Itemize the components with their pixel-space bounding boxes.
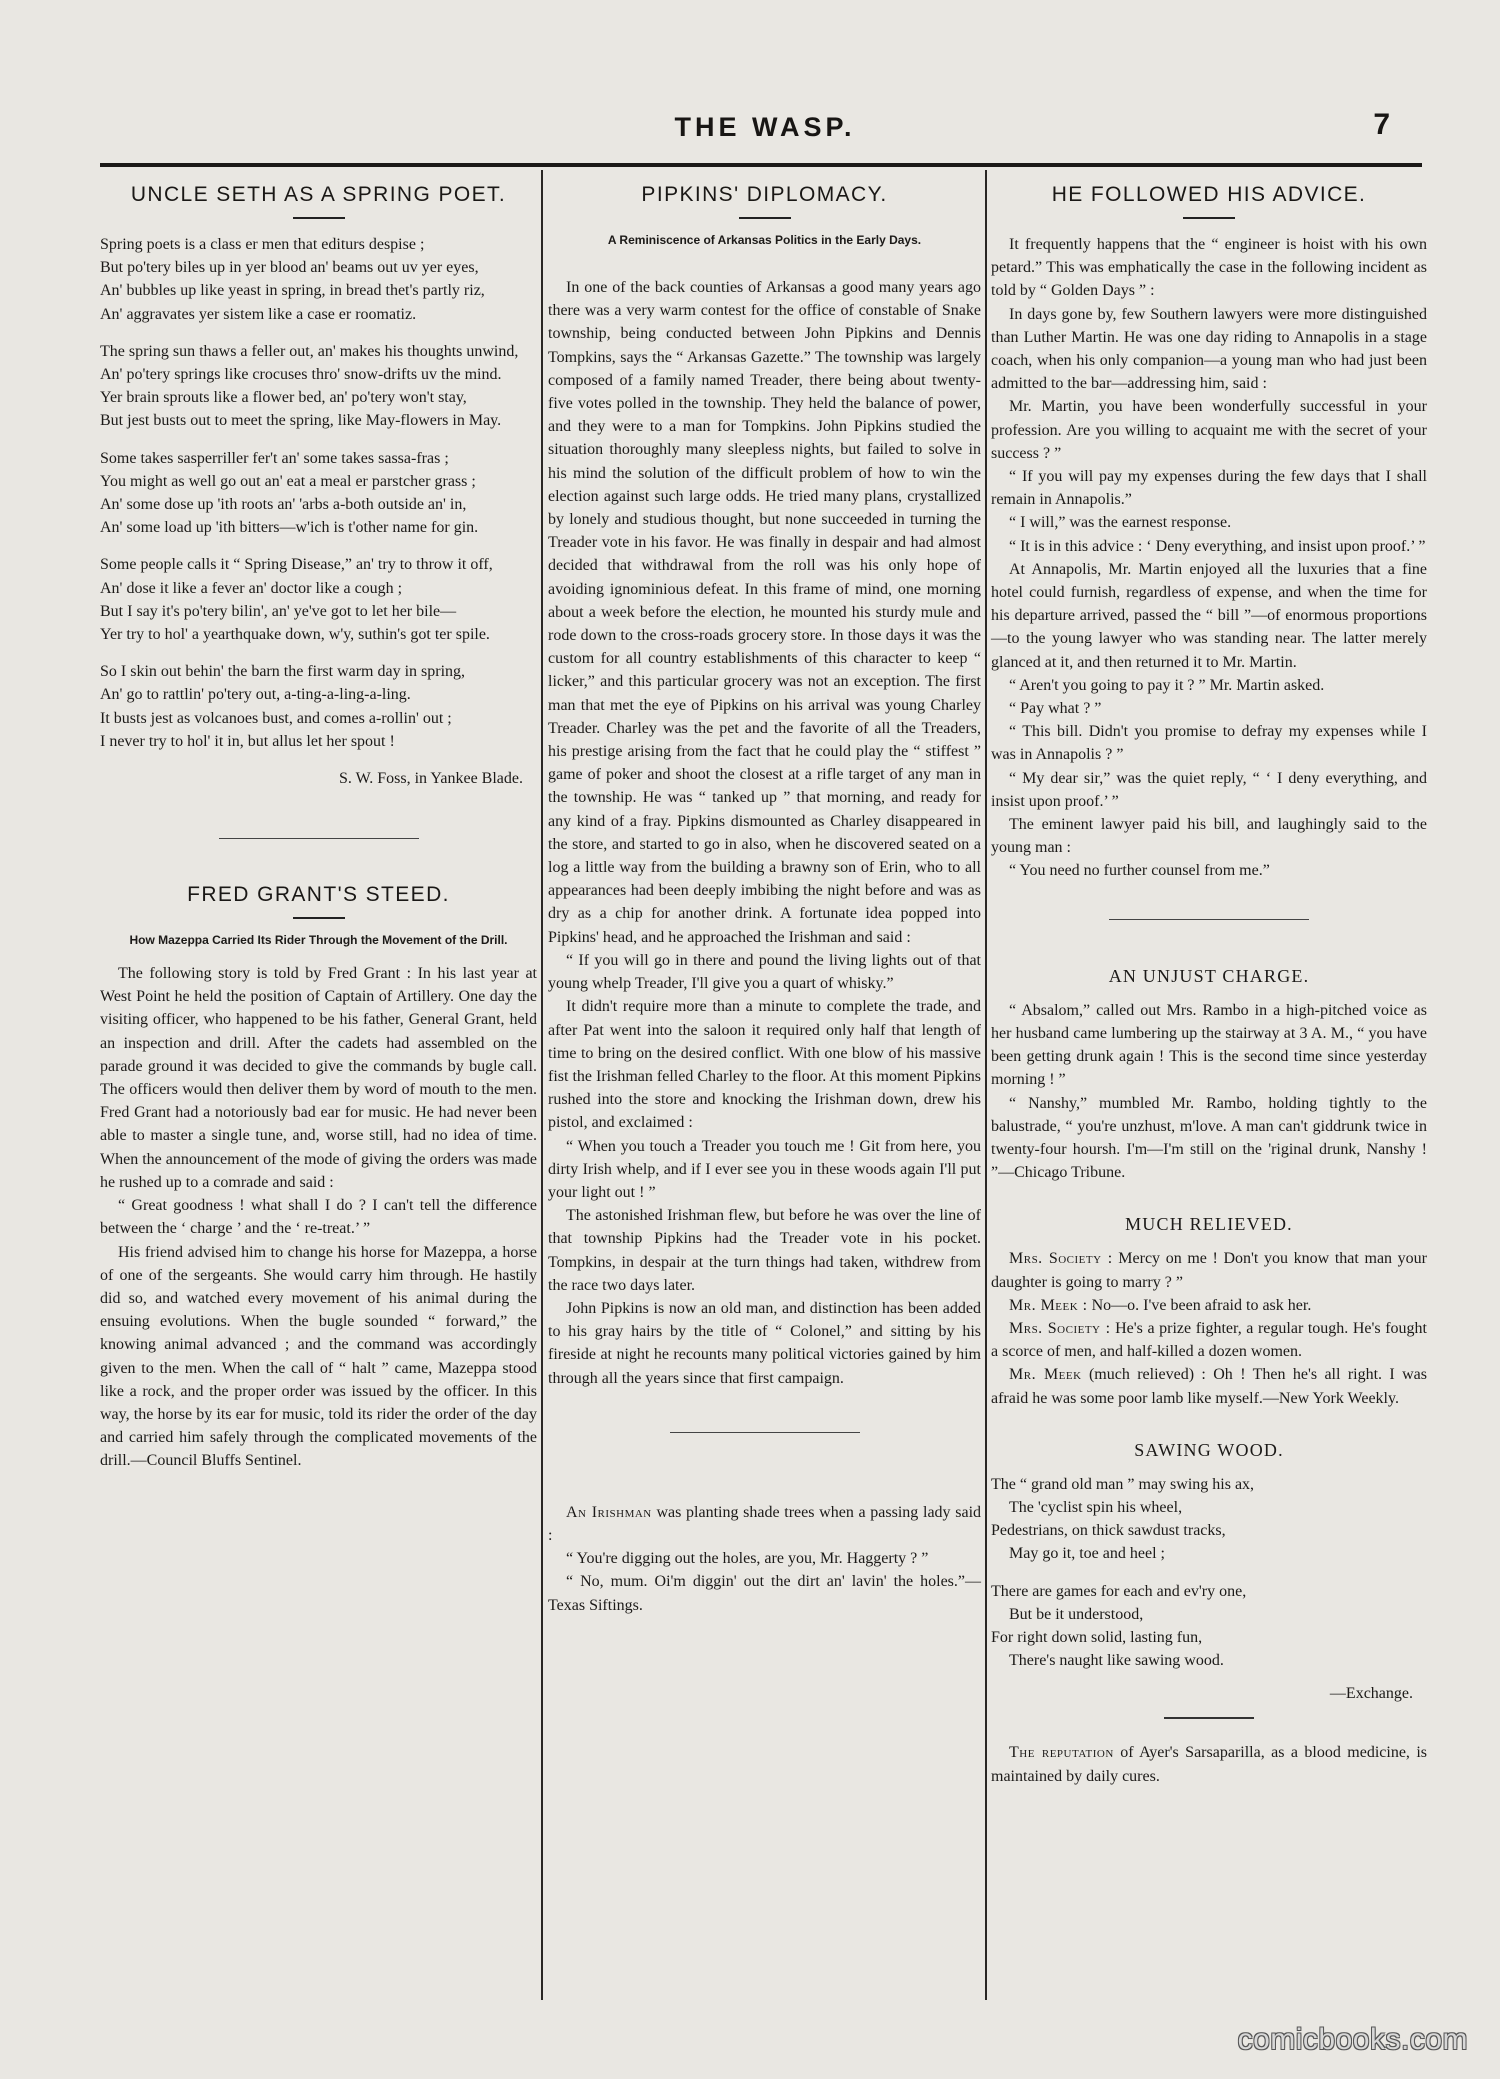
verse-line: But I say it's po'tery bilin', an' ye've got to let her bile—	[100, 602, 457, 620]
sawing-attribution: —Exchange.	[1329, 1685, 1413, 1703]
paragraph: Mr. Martin, you have been wonderfully successful in your profession. Are you willing to acquaint me with the secret of your success ? ”	[991, 398, 1427, 462]
section-rule	[1164, 1717, 1254, 1719]
irishman-lead: An Irishman	[566, 1503, 652, 1521]
column-middle	[548, 170, 981, 1617]
stanza	[100, 340, 537, 433]
article-subtitle: A Reminiscence of Arkansas Politics in the Early Days.	[607, 233, 922, 247]
verse-line: I never try to hol' it in, but allus let her spout !	[100, 732, 395, 750]
dialogue-text: (much relieved) : Oh ! Then he's all right. I was afraid he was some poor lamb like myself.—New York Weekly.	[991, 1366, 1428, 1407]
paragraph: “ I will,” was the earnest response.	[1009, 514, 1232, 532]
article-title: PIPKINS' DIPLOMACY.	[641, 183, 888, 206]
stanza	[100, 447, 537, 540]
column-right	[991, 170, 1427, 1788]
stanza	[100, 233, 537, 326]
unjust-title: AN UNJUST CHARGE.	[1108, 965, 1310, 986]
verse-line: So I skin out behin' the barn the first warm day in spring,	[100, 663, 466, 681]
verse-line: Spring poets is a class er men that editurs despise ;	[100, 236, 425, 253]
paragraph: “ This bill. Didn't you promise to defray my expenses while I was in Annapolis ? ”	[991, 723, 1427, 764]
irishman-paragraph: An Irishman was planting shade trees when a passing lady said :	[548, 1503, 982, 1544]
stanza	[991, 1580, 1427, 1673]
relieved-title: MUCH RELIEVED.	[1125, 1214, 1293, 1235]
verse-line: The 'cyclist spin his wheel,	[1009, 1498, 1183, 1516]
irishman-paragraph: “ You're digging out the holes, are you, Mr. Haggerty ? ”	[566, 1550, 929, 1568]
article-title: HE FOLLOWED HIS ADVICE.	[1051, 183, 1367, 206]
section-rule	[1109, 919, 1309, 920]
paragraph: The following story is told by Fred Grant : In his last year at West Point he held the position of Captain of Artillery. One day the visiting officer, who happened to be his father, General Grant, held an inspection and drill. After the cadets had assembled on the parade ground it was decided to give the commands by bugle call. The officers would then deliver them by word of mouth to the men. Fred Grant had a notoriously bad ear for music. He had never been able to master a single tune, and, worse still, had no idea of time. When the announcement of the mode of giving the orders was made he rushed up to a comrade and said :	[100, 965, 537, 1191]
column-left	[100, 170, 537, 1473]
verse-line: Yer brain sprouts like a flower bed, an' po'tery won't stay,	[100, 389, 467, 407]
verse-line: An' po'tery springs like crocuses thro' snow-drifts uv the mind.	[100, 366, 502, 384]
paragraph: “ When you touch a Treader you touch me ! Git from here, you dirty Irish whelp, and if I ever see you in these woods again I'll put your light out ! ”	[548, 1137, 981, 1201]
paragraph: John Pipkins is now an old man, and distinction has been added to his gray hairs by the title of “ Colonel,” and sitting by his fireside at night he recounts many political victories gained by him through all the years since that first campaign.	[548, 1299, 981, 1387]
speaker: Mr. Meek :	[1009, 1296, 1088, 1314]
column-divider	[985, 170, 987, 2000]
poem-sawing-wood	[991, 1473, 1427, 1673]
paragraph: The astonished Irishman flew, but before he was over the line of that township Pipkins had the Treader vote in his pocket. Tompkins, in despair at the turn things had taken, withdrew from the race two days later.	[548, 1207, 981, 1294]
watermark: comicbooks.com	[1237, 2023, 1468, 2056]
paragraph: “ Great goodness ! what shall I do ? I can't tell the difference between the ‘ charge ’ and the ‘ re-treat.’ ”	[100, 1197, 537, 1238]
story-title: FRED GRANT'S STEED.	[187, 883, 450, 907]
paragraph: “ Nanshy,” mumbled Mr. Rambo, holding tightly to the balustrade, “ you're unzhust, m'love. A man can't giddrunk twice in twenty-four hoursh. I'm—I'm still on the 'riginal drunk, Nanshy ! ”—Chicago Tribune.	[991, 1094, 1427, 1182]
verse-line: You might as well go out an' eat a meal er parstcher grass ;	[100, 472, 476, 490]
story-much-relieved	[991, 1247, 1427, 1409]
reputation-lead: The reputation	[1009, 1744, 1114, 1762]
paragraph: “ Absalom,” called out Mrs. Rambo in a high-pitched voice as her husband came lumbering up the stairway at 3 A. M., “ you have been getting drunk again ! This is the second time since yesterday morning ! ”	[991, 1001, 1427, 1089]
paragraph: At Annapolis, Mr. Martin enjoyed all the luxuries that a fine hotel could furnish, regardless of expense, and when the time for his departure arrived, passed the “ bill ”—of enormous proportions —to the young lawyer who was standing near. The latter merely glanced at it, and then returned it to Mr. Martin.	[991, 560, 1427, 671]
verse-line: But po'tery biles up in yer blood an' beams out uv yer eyes,	[100, 259, 479, 277]
header-rule	[100, 163, 1422, 167]
speaker: Mr. Meek	[1009, 1366, 1082, 1384]
story-subtitle: How Mazeppa Carried Its Rider Through the Movement of the Drill.	[129, 933, 508, 948]
paragraph: It didn't require more than a minute to complete the trade, and after Pat went into the saloon it required only half that length of time to bring on the desired conflict. With one blow of his massive fist the Irishman felled Charley to the floor. At this moment Pipkins rushed into the store and knocking the Irishman down, drew his pistol, and exclaimed :	[548, 998, 981, 1132]
verse-line: The spring sun thaws a feller out, an' makes his thoughts unwind,	[100, 342, 519, 360]
title-rule	[293, 917, 345, 919]
dialogue-text: Mercy on me ! Don't you know that man your daughter is going to marry ? ”	[991, 1250, 1428, 1291]
paragraph: The eminent lawyer paid his bill, and laughingly said to the young man :	[991, 816, 1427, 857]
verse-line: The “ grand old man ” may swing his ax,	[991, 1475, 1255, 1493]
dialogue-line	[991, 1294, 1427, 1317]
verse-line: An' go to rattlin' po'tery out, a-ting-a-ling-a-ling.	[100, 686, 411, 704]
paragraph: In one of the back counties of Arkansas a good many years ago there was a very warm contest for the office of constable of Snake township, being conducted between John Pipkins and Dennis Tompkins, says the “ Arkansas Gazette.” The township was largely composed of a family named Treader, there being about twenty-five votes polled in the township. They held the balance of power, and they were to a man for Tompkins. John Pipkins studied the situation thoroughly many sleepless nights, but failed to solve in his mind the solution of the difficult problem of how to win the election against such large odds. He tried many plans, crystallized by lonely and studious thought, but none succeeded in turning the Treader vote in his favor. He was finally in despair and had almost decided that withdrawal from the roll was his only hope of avoiding ignominious defeat. In this frame of mind, one morning about a week before the election, he mounted his sturdy mule and rode down to the cross-roads grocery store. In those days it was the custom for all country establishments of this character to keep “ licker,” and this particular grocery was not an exception. The first man that met the eye of Pipkins on his arrival was young Charley Treader. Charley was the pet and the favorite of all the Treaders, his prestige arising from the fact that he could play the “ stiffest ” game of poker and shoot the closest at a rifle target of any man in the township. He was “ tanked up ” that morning, and ready for any kind of a fray. Pipkins dismounted as Charley disappeared in the store, and started to go in also, when he discovered seated on a log a little way from the building a brawny son of Erin, who to all appearances had been deeply imbibing the night before and was as dry as a chip for another drink. A fortunate idea popped into Pipkins' head, and he approached the Irishman and said :	[548, 279, 981, 946]
speaker: Mrs. Society :	[1009, 1250, 1113, 1268]
verse-line: Some people calls it “ Spring Disease,” an' try to throw it off,	[100, 556, 493, 574]
verse-line: For right down solid, lasting fun,	[991, 1628, 1203, 1646]
dialogue-text: He's a prize fighter, a regular tough. He's fought a scorce of men, and half-killed a dozen women.	[991, 1319, 1427, 1361]
poem-uncle-seth	[100, 233, 537, 753]
paragraph: It frequently happens that the “ engineer is hoist with his own petard.” This was emphatically the case in the following incident as told by “ Golden Days ” :	[991, 236, 1427, 300]
verse-line: Pedestrians, on thick sawdust tracks,	[991, 1522, 1226, 1540]
verse-line: An' bubbles up like yeast in spring, in bread thet's partly riz,	[100, 282, 485, 300]
verse-line: May go it, toe and heel ;	[1009, 1545, 1165, 1563]
page-number: 7	[1373, 108, 1390, 141]
paragraph: “ If you will go in there and pound the living lights out of that young whelp Treader, I'll give you a quart of whisky.”	[548, 951, 981, 993]
stanza	[991, 1473, 1427, 1566]
verse-line: But be it understood,	[1009, 1605, 1144, 1623]
column-divider	[541, 170, 543, 2000]
paragraph: His friend advised him to change his horse for Mazeppa, a horse of one of the sergeants. She would carry him through. He hastily did so, and watched every movement of his animal during the ensuing evolutions. When the bugle sounded “ forward,” the knowing animal advanced ; and the command was accordingly given to the men. When the call of “ halt ” came, Mazeppa stood like a rock, and the proper order was issued by the officer. In this way, the horse by its ear for music, told its rider the order of the day and carried him safely through the complicated movements of the drill.—Council Bluffs Sentinel.	[100, 1243, 537, 1470]
section-rule	[219, 838, 419, 839]
sawing-title: SAWING WOOD.	[1134, 1439, 1284, 1460]
title-rule	[1183, 217, 1235, 219]
paragraph: In days gone by, few Southern lawyers were more distinguished than Luther Martin. He was one day riding to Annapolis in a stage coach, when his only companion—a young man who had just been admitted to the bar—addressing him, said :	[991, 305, 1427, 393]
paragraph: “ You need no further counsel from me.”	[1009, 862, 1270, 880]
irishman-paragraph: “ No, mum. Oi'm diggin' out the dirt an' lavin' the holes.”—Texas Siftings.	[548, 1573, 981, 1614]
masthead: THE WASP.	[674, 112, 856, 142]
verse-line: An' aggravates yer sistem like a case er roomatiz.	[100, 305, 417, 323]
story-unjust-charge	[991, 999, 1427, 1185]
verse-line: An' dose it like a fever an' doctor like a cough ;	[100, 579, 403, 597]
paragraph: “ It is in this advice : ‘ Deny everything, and insist upon proof.’ ”	[1009, 537, 1426, 555]
poem-title: UNCLE SETH AS A SPRING POET.	[130, 183, 507, 206]
story-fred-grant	[100, 962, 537, 1472]
verse-line: An' some dose up 'ith roots an' 'arbs a-both outside an' in,	[100, 496, 467, 514]
verse-line: It busts jest as volcanoes bust, and comes a-rollin' out ;	[100, 709, 452, 727]
page-header	[100, 108, 1430, 152]
verse-line: There's naught like sawing wood.	[1009, 1652, 1224, 1670]
title-rule	[739, 217, 791, 219]
reputation-paragraph: The reputation of Ayer's Sarsaparilla, as a blood medicine, is maintained by daily cures.	[991, 1744, 1428, 1785]
paragraph: “ Pay what ? ”	[1009, 700, 1102, 718]
story-pipkins	[548, 276, 981, 1390]
dialogue-line	[991, 1247, 1427, 1293]
verse-line: An' some load up 'ith bitters—w'ich is t'other name for gin.	[100, 519, 479, 537]
story-followed-advice	[991, 233, 1427, 883]
poem-attribution: S. W. Foss, in Yankee Blade.	[338, 770, 523, 788]
paragraph: “ If you will pay my expenses during the few days that I shall remain in Annapolis.”	[991, 468, 1427, 509]
stanza	[100, 553, 537, 646]
paragraph: “ Aren't you going to pay it ? ” Mr. Martin asked.	[1009, 676, 1325, 694]
speaker: Mrs. Society :	[1009, 1319, 1111, 1337]
dialogue-text: No—o. I've been afraid to ask her.	[1091, 1296, 1312, 1314]
dialogue-line	[991, 1363, 1427, 1409]
verse-line: Yer try to hol' a yearthquake down, w'y, suthin's got ter spile.	[100, 626, 490, 644]
title-rule	[293, 217, 345, 219]
dialogue-line	[991, 1317, 1427, 1363]
verse-line: There are games for each and ev'ry one,	[991, 1582, 1247, 1600]
verse-line: But jest busts out to meet the spring, like May-flowers in May.	[100, 412, 502, 430]
stanza	[100, 660, 537, 753]
section-rule	[670, 1432, 860, 1433]
verse-line: Some takes sasperriller fer't an' some takes sassa-fras ;	[100, 449, 449, 467]
paragraph: “ My dear sir,” was the quiet reply, “ ‘ I deny everything, and insist upon proof.’ ”	[991, 769, 1427, 810]
